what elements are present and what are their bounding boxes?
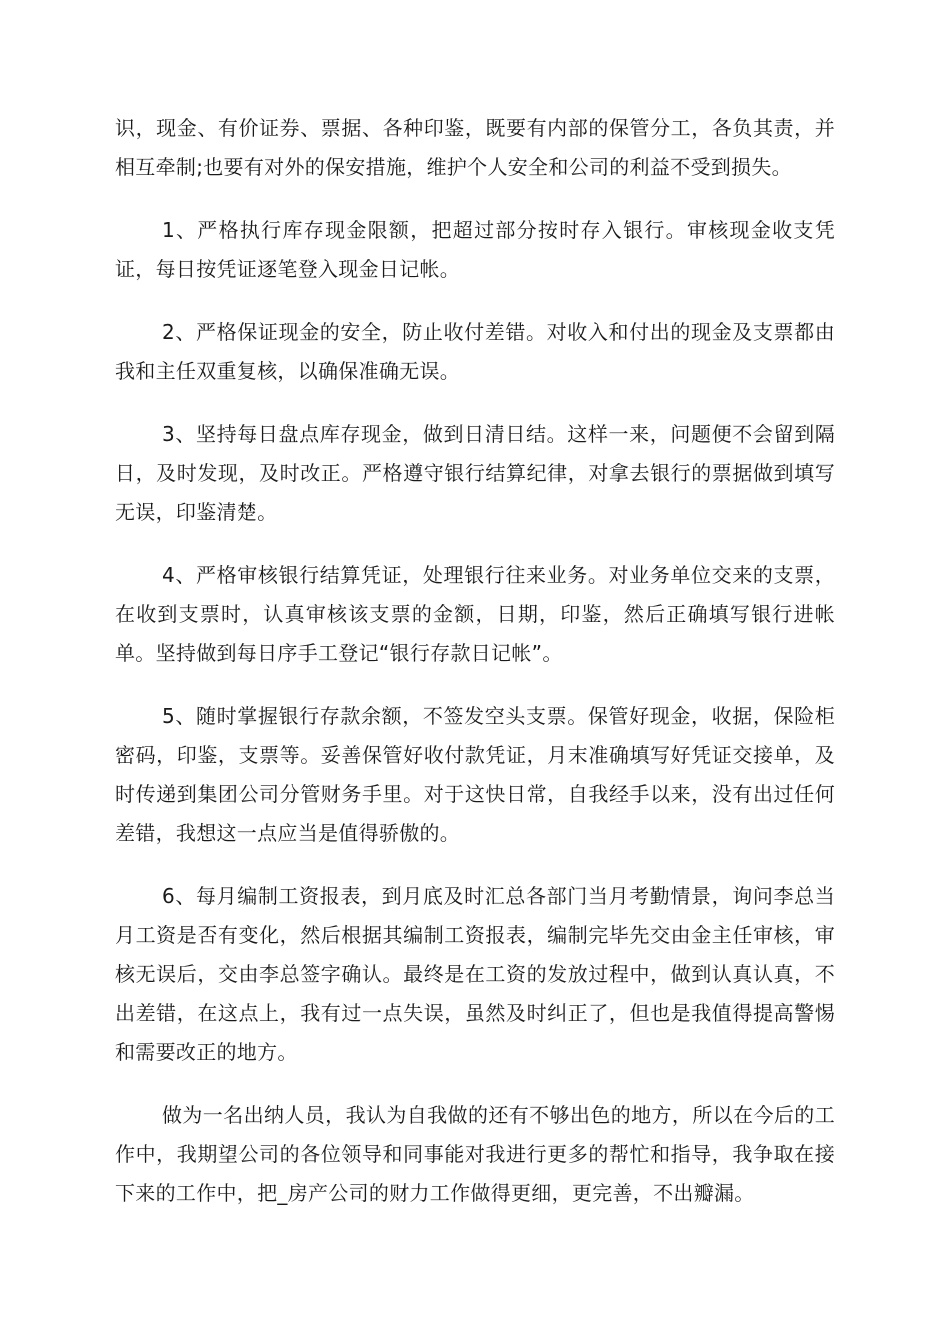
paragraph-item-1: 1、严格执行库存现金限额，把超过部分按时存入银行。审核现金收支凭证，每日按凭证逐笔登入现金日记帐。 xyxy=(115,218,835,281)
paragraph-item-6: 6、每月编制工资报表，到月底及时汇总各部门当月考勤情景，询问李总当月工资是否有变化，然后根据其编制工资报表，编制完毕先交由金主任审核，审核无误后，交由李总签字确认。最终是在工资的发放过程中，做到认真认真，不出差错，在这点上，我有过一点失误，虽然及时纠正了，但也是我值得提高警惕和需要改正的地方。 xyxy=(115,884,835,1064)
paragraph-conclusion: 做为一名出纳人员，我认为自我做的还有不够出色的地方，所以在今后的工作中，我期望公司的各位领导和同事能对我进行更多的帮忙和指导，我争取在接下来的工作中，把_房产公司的财力工作做得更细，更完善，不出瓣漏。 xyxy=(115,1103,835,1205)
paragraph-item-2: 2、严格保证现金的安全，防止收付差错。对收入和付出的现金及支票都由我和主任双重复核，以确保准确无误。 xyxy=(115,320,835,383)
paragraph-item-5: 5、随时掌握银行存款余额，不签发空头支票。保管好现金，收据，保险柜密码，印鉴，支票等。妥善保管好收付款凭证，月末准确填写好凭证交接单，及时传递到集团公司分管财务手里。对于这快日常，自我经手以来，没有出过任何差错，我想这一点应当是值得骄傲的。 xyxy=(115,704,835,845)
paragraph-continuation: 识，现金、有价证券、票据、各种印鉴，既要有内部的保管分工，各负其责，并相互牵制;也要有对外的保安措施，维护个人安全和公司的利益不受到损失。 xyxy=(115,116,835,179)
paragraph-item-3: 3、坚持每日盘点库存现金，做到日清日结。这样一来，问题便不会留到隔日，及时发现，及时改正。严格遵守银行结算纪律，对拿去银行的票据做到填写无误，印鉴清楚。 xyxy=(115,422,835,524)
paragraph-item-4: 4、严格审核银行结算凭证，处理银行往来业务。对业务单位交来的支票，在收到支票时，认真审核该支票的金额，日期，印鉴，然后正确填写银行进帐单。坚持做到每日序手工登记“银行存款日记帐”。 xyxy=(115,563,835,665)
